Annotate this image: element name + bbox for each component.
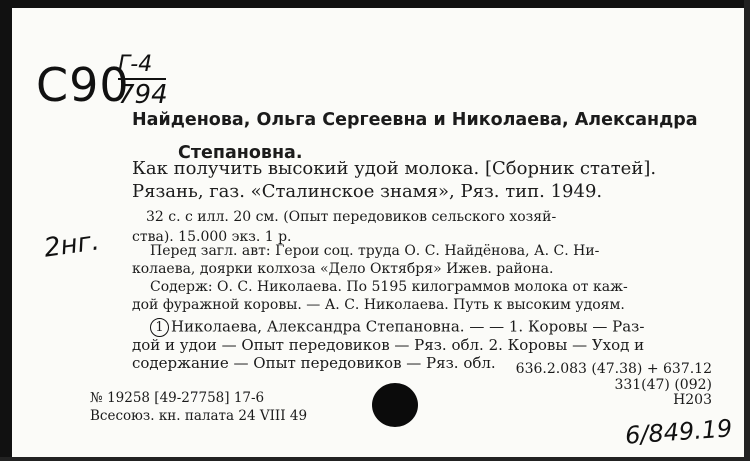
physical-description-2: ства). 15.000 экз. 1 р. [132, 229, 292, 245]
subject-line-1 [150, 318, 644, 337]
handwritten-accession-note: 6/849.19 [623, 414, 733, 450]
call-fraction-top: Г-4 [118, 52, 153, 77]
record-number: № 19258 [49-27758] 17-6 [90, 390, 265, 406]
title-line: Как получить высокий удой молока. [Сборник статей]. [132, 158, 657, 179]
udc-line-1: 636.2.083 (47.38) + 637.12 [515, 361, 712, 377]
subject-line-3: содержание — Опыт передовиков — Ряз. обл. [132, 354, 496, 372]
call-fraction-bottom: 794 [118, 80, 168, 110]
udc-line-3: Н203 [673, 392, 712, 408]
call-fraction [118, 54, 168, 108]
circled-marker: 1 [150, 318, 169, 337]
ink-stamp-blot [372, 383, 418, 427]
contents-line-1: Содерж: О. С. Николаева. По 5195 килограммов молока от каж- [150, 279, 628, 295]
note-line-1: Перед загл. авт: Герои соц. труда О. С. Найдёнова, А. С. Ни- [150, 243, 600, 259]
physical-description-1: 32 с. с илл. 20 см. (Опыт передовиков сельского хозяй- [146, 209, 557, 225]
handwritten-margin-note: 2нг. [42, 226, 102, 264]
subject-line-2: дой и удои — Опыт передовиков — Ряз. обл. 2. Коровы — Уход и [132, 336, 645, 354]
contents-line-2: дой фуражной коровы. — А. С. Николаева. Путь к высоким удоям. [132, 297, 625, 313]
scan-edge-left [0, 0, 12, 461]
scan-edge-bottom [0, 457, 750, 461]
scan-edge-top [0, 0, 750, 8]
author-line-1: Найденова, Ольга Сергеевна и Николаева, Александра [132, 110, 698, 130]
publication-line: Рязань, газ. «Сталинское знамя», Ряз. тип. 1949. [132, 181, 603, 202]
udc-line-2: 331(47) (092) [614, 377, 712, 393]
scan-edge-right [744, 0, 750, 461]
author-line-2: Степановна. [178, 143, 303, 163]
book-chamber-line: Всесоюз. кн. палата 24 VIII 49 [90, 408, 308, 424]
call-number: С90 [36, 58, 130, 112]
subject-line-1-text: Николаева, Александра Степановна. — — 1. Коровы — Раз- [171, 317, 645, 336]
note-line-2: колаева, доярки колхоза «Дело Октября» Ижев. района. [132, 261, 554, 277]
